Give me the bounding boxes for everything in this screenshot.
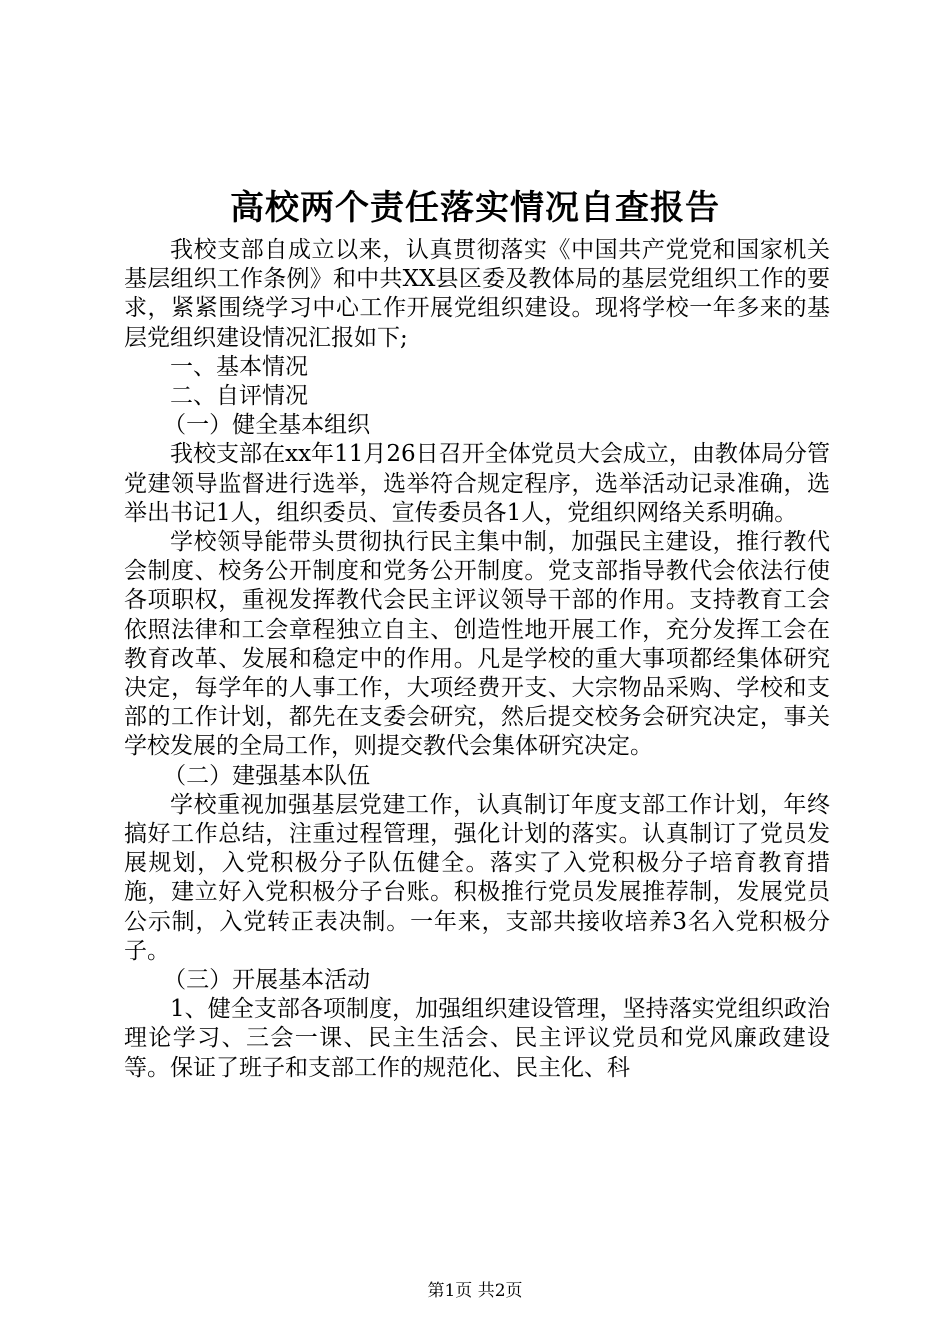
subheading-activities: （三）开展基本活动 [163,967,371,994]
document-title: 高校两个责任落实情况自查报告 [230,188,720,228]
subheading-team: （二）建强基本队伍 [163,762,371,789]
subheading-organization: （一）健全基本组织 [163,412,371,439]
paragraph-intro: 我校支部自成立以来，认真贯彻落实《中国共产党党和国家机关基层组织工作条例》和中共XX县区委及教体局的基层党组织工作的要求，紧紧围绕学习中心工作开展党组织建设。现将学校一年多来的基层党组织建设情况汇报如下; [124,237,830,351]
document-body [124,236,830,1083]
heading-basic-situation: 一、基本情况 [170,353,308,380]
page-number-footer: 第1页 共2页 [427,1281,523,1301]
paragraph-activities: 1、健全支部各项制度，加强组织建设管理，坚持落实党组织政治理论学习、三会一课、民主生活会、民主评议党员和党风廉政建设等。保证了班子和支部工作的规范化、民主化、科 [124,996,830,1081]
paragraph-leadership: 学校领导能带头贯彻执行民主集中制，加强民主建设，推行教代会制度、校务公开制度和党务公开制度。党支部指导教代会依法行使各项职权，重视发挥教代会民主评议领导干部的作用。支持教育工会依照法律和工会章程独立自主、创造性地开展工作，充分发挥工会在教育改革、发展和稳定中的作用。凡是学校的重大事项都经集体研究决定，每学年的人事工作，大项经费开支、大宗物品采购、学校和支部的工作计划，都先在支委会研究，然后提交校务会研究决定，事关学校发展的全局工作，则提交教代会集体研究决定。 [124,529,830,760]
paragraph-organization: 我校支部在xx年11月26日召开全体党员大会成立，由教体局分管党建领导监督进行选举，选举符合规定程序，选举活动记录准确，选举出书记1人，组织委员、宣传委员各1人，党组织网络关系明确。 [124,441,830,526]
heading-self-evaluation: 二、自评情况 [170,383,308,410]
paragraph-team: 学校重视加强基层党建工作，认真制订年度支部工作计划，年终搞好工作总结，注重过程管理，强化计划的落实。认真制订了党员发展规划，入党积极分子队伍健全。落实了入党积极分子培育教育措施，建立好入党积极分子台账。积极推行党员发展推荐制，发展党员公示制，入党转正表决制。一年来，支部共接收培养3名入党积极分子。 [124,791,830,964]
